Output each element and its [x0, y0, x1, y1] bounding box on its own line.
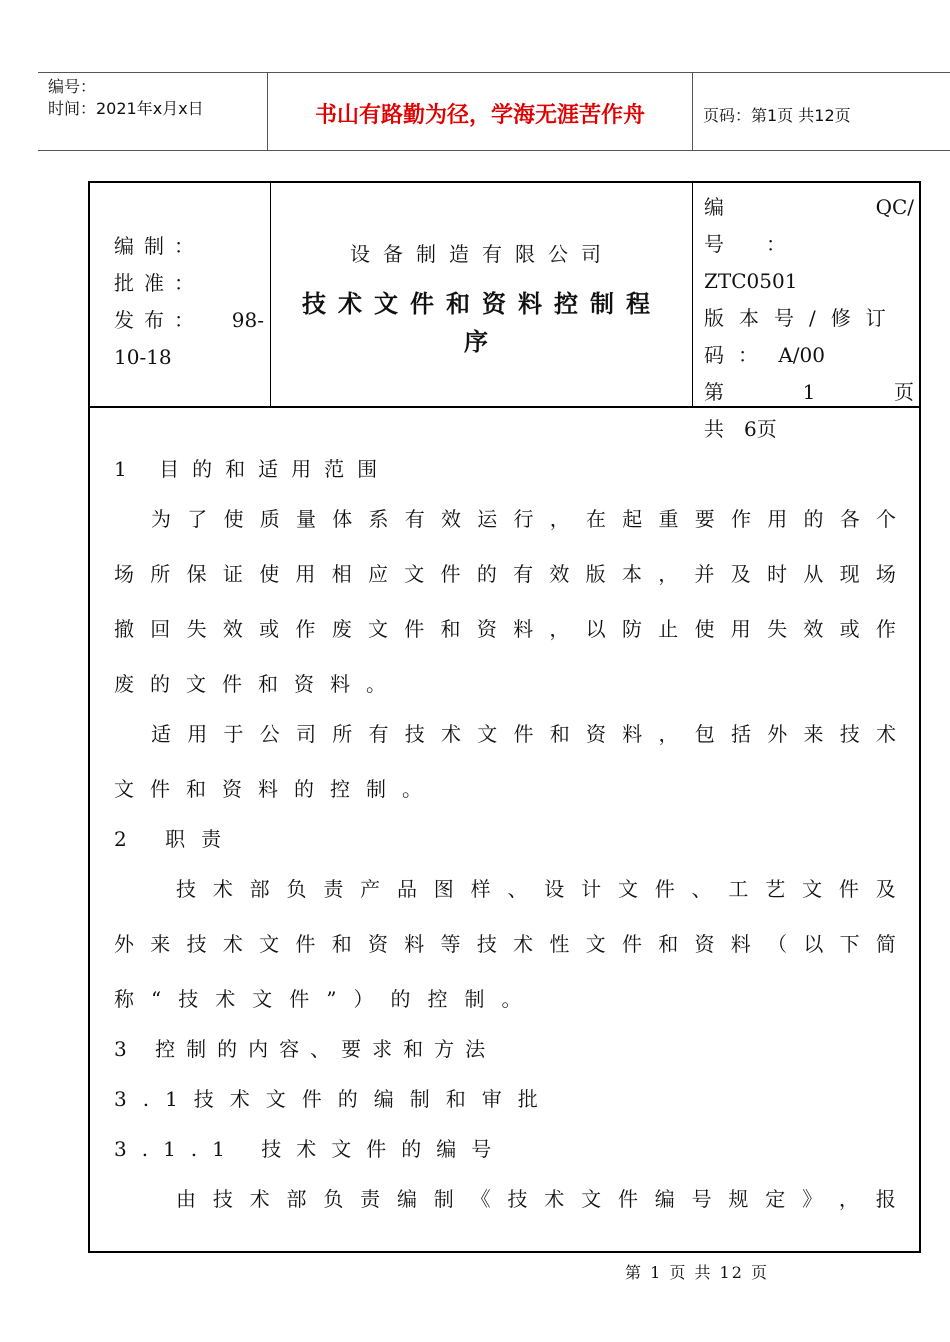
header-page-info: 页码：第1页 共12页 [703, 106, 851, 125]
section-2-heading: 2 职责 [114, 827, 238, 851]
paragraph-line: 适 用 于 公 司 所 有 技 术 文 件 和 资 料 ， 包 括 外 来 技 术 [151, 722, 896, 746]
paragraph-line: 称“技术文件”）的控制。 [114, 987, 539, 1011]
header-divider [692, 72, 693, 150]
doc-number-label: 编号： [704, 195, 828, 256]
header-meta [48, 76, 204, 120]
page-label-b: 页 [893, 380, 914, 404]
version-row [704, 337, 914, 374]
doc-number-row [704, 189, 914, 263]
section-1-heading: 1 目的和适用范围 [114, 457, 391, 481]
version-label2: 码： [704, 343, 772, 367]
compiled-label: 编制： [114, 234, 204, 258]
version-value: A/00 [778, 343, 825, 367]
info-center-cell [272, 238, 692, 361]
section-3-1-heading: 3.1技术文件的编制和审批 [114, 1087, 554, 1111]
doc-number-b: ZTC0501 [704, 269, 798, 293]
header-bottom-rule [38, 150, 950, 151]
header-top-rule [38, 72, 950, 73]
approved-label: 批准： [114, 271, 204, 295]
company-name: 设备制造有限公司 [350, 242, 614, 266]
page-row [704, 374, 914, 411]
info-right-cell [704, 189, 914, 448]
header-time-label: 时间：2021年x月x日 [48, 99, 204, 118]
section-3-1-1-heading: 3.1.1 技术文件的编号 [114, 1137, 507, 1161]
doc-number-a: QC/ [875, 195, 914, 219]
page-number: 1 [802, 380, 816, 404]
paragraph-line: 由 技 术 部 负 责 编 制 《 技 术 文 件 编 号 规 定 》 ， 报 [176, 1187, 896, 1211]
page-footer: 第 1 页 共 12 页 [625, 1263, 769, 1282]
info-left-cell [114, 228, 264, 376]
paragraph-line: 废的文件和资料。 [114, 672, 402, 696]
issued-date-b: 10-18 [114, 345, 172, 369]
issued-date-a: 98- [231, 308, 264, 332]
section-3-heading: 3 控制的内容、要求和方法 [114, 1037, 497, 1061]
document-title: 技术文件和资料控制程序 [302, 289, 662, 356]
paragraph-line: 为 了 使 质 量 体 系 有 效 运 行 ， 在 起 重 要 作 用 的 各 个 [151, 507, 896, 531]
page-label-a: 第 [704, 380, 724, 404]
info-divider [692, 183, 693, 406]
issued-label: 发布： [114, 308, 204, 332]
paragraph-line: 文件和资料的控制。 [114, 777, 438, 801]
header-motto: 书山有路勤为径，学海无涯苦作舟 [314, 103, 645, 128]
version-label: 版本号/修订 [704, 306, 901, 330]
total-pages: 共 6页 [704, 417, 777, 441]
info-divider [270, 183, 271, 406]
paragraph-line: 场 所 保 证 使 用 相 应 文 件 的 有 效 版 本 ， 并 及 时 从 现 场 [114, 562, 896, 586]
paragraph-line: 外 来 技 术 文 件 和 资 料 等 技 术 性 文 件 和 资 料 （ 以 下 简 [114, 932, 896, 956]
paragraph-line: 撤 回 失 效 或 作 废 文 件 和 资 料 ， 以 防 止 使 用 失 效 或 作 [114, 617, 896, 641]
document-frame [88, 181, 921, 1253]
header-number-label: 编号： [48, 77, 97, 96]
issued-row [114, 302, 264, 339]
paragraph-line: 技 术 部 负 责 产 品 图 样 、 设 计 文 件 、 工 艺 文 件 及 [176, 877, 896, 901]
